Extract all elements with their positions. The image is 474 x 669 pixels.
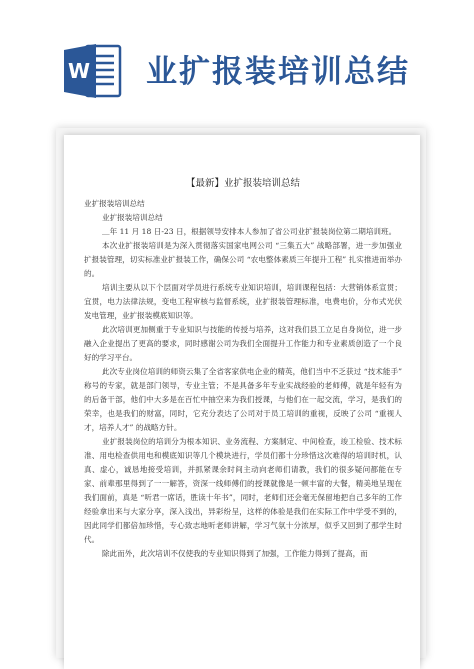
document-banner: [0, 0, 474, 125]
document-page: [64, 135, 420, 669]
logo-letter: W: [67, 59, 91, 83]
document-body: [84, 177, 402, 561]
banner-title: 业扩报装培训总结: [146, 54, 410, 90]
paragraph: 本次业扩报装培训是为深入贯彻落实国家电网公司 “三集五大” 战略部署，进一步加强业扩报装管理，切实标准业扩报装工作，确保公司 “农电整体素质三年提升工程” 扎实推进而举办的。: [84, 241, 402, 278]
paragraph: 业扩报装岗位的培训分为根本知识、业务流程、方案制定、中间检查，竣工检验、技术标准、用电检查供用电和模底知识等几个模块进行，学员们都十分珍惜这次难得的培训时机，认真、虚心，诚恳地接受培训，并抓紧课余时间主动向老师们请教，我们的很多疑问都能在专家、前辈那里得到了一一解答，资深一线师傅们的授课就像是一顿丰富的大餐，精美地呈现在我们面前，真是 “听君一席话，胜读十年书”，同时，老师们还会毫无保留地把自己多年的工作经验拿出来与大家分享，深入浅出，异彩纷呈，这样的体验是我们在实际工作中学受不到的，因此同学们都倍加珍惜，专心致志地听老师讲解，学习气氛十分浓厚，似乎又回到了那学生时代。: [84, 437, 402, 544]
paragraph: 培训主要从以下个层面对学员进行系统专业知识培训，培训课程包括：大营销体系宣贯；宜贯，电力法律法规，变电工程审核与监督系统，业扩报装管理标准，电费电价，分布式光伏发电管理，业扩报装模底知识等。: [84, 283, 402, 320]
paragraph: ＿年 11 月 18 日-23 日，根据领导安排本人参加了省公司业扩报装岗位第二期培训班。: [102, 227, 397, 236]
document-subheading-line: 业扩报装培训总结: [102, 213, 163, 222]
paragraph: 除此而外，此次培训不仅使我的专业知识得到了加强，工作能力得到了提高，而: [102, 549, 368, 558]
document-title: 【最新】业扩报装培训总结: [185, 178, 300, 189]
paragraph: 此次培训更加侧重于专业知识与技能的传授与培养，这对我们县工立足自身岗位，进一步融入企业提出了更高的要求，同时感谢公司为我们全面提升工作能力和专业素质创造了一个良好的学习平台。: [84, 325, 402, 362]
document-heading-line: 业扩报装培训总结: [84, 199, 145, 208]
word-document-icon: [62, 40, 124, 102]
paragraph: 此次专业岗位培训的师资云集了全省客家供电企业的精英，他们当中不乏获过 “技术能手” 称号的专家，就是部门领导，专业主管；不是具备多年专业实战经验的老师傅，就是年轻有为的后备干部，他们中大多是在百忙中抽空来为我们授课，与他们在一起交流，学习，是我们的荣幸，也是我们的财富，同时，它充分表达了公司对于员工培训的重视，反映了公司 “重视人才，培养人才” 的战略方针。: [84, 367, 402, 432]
